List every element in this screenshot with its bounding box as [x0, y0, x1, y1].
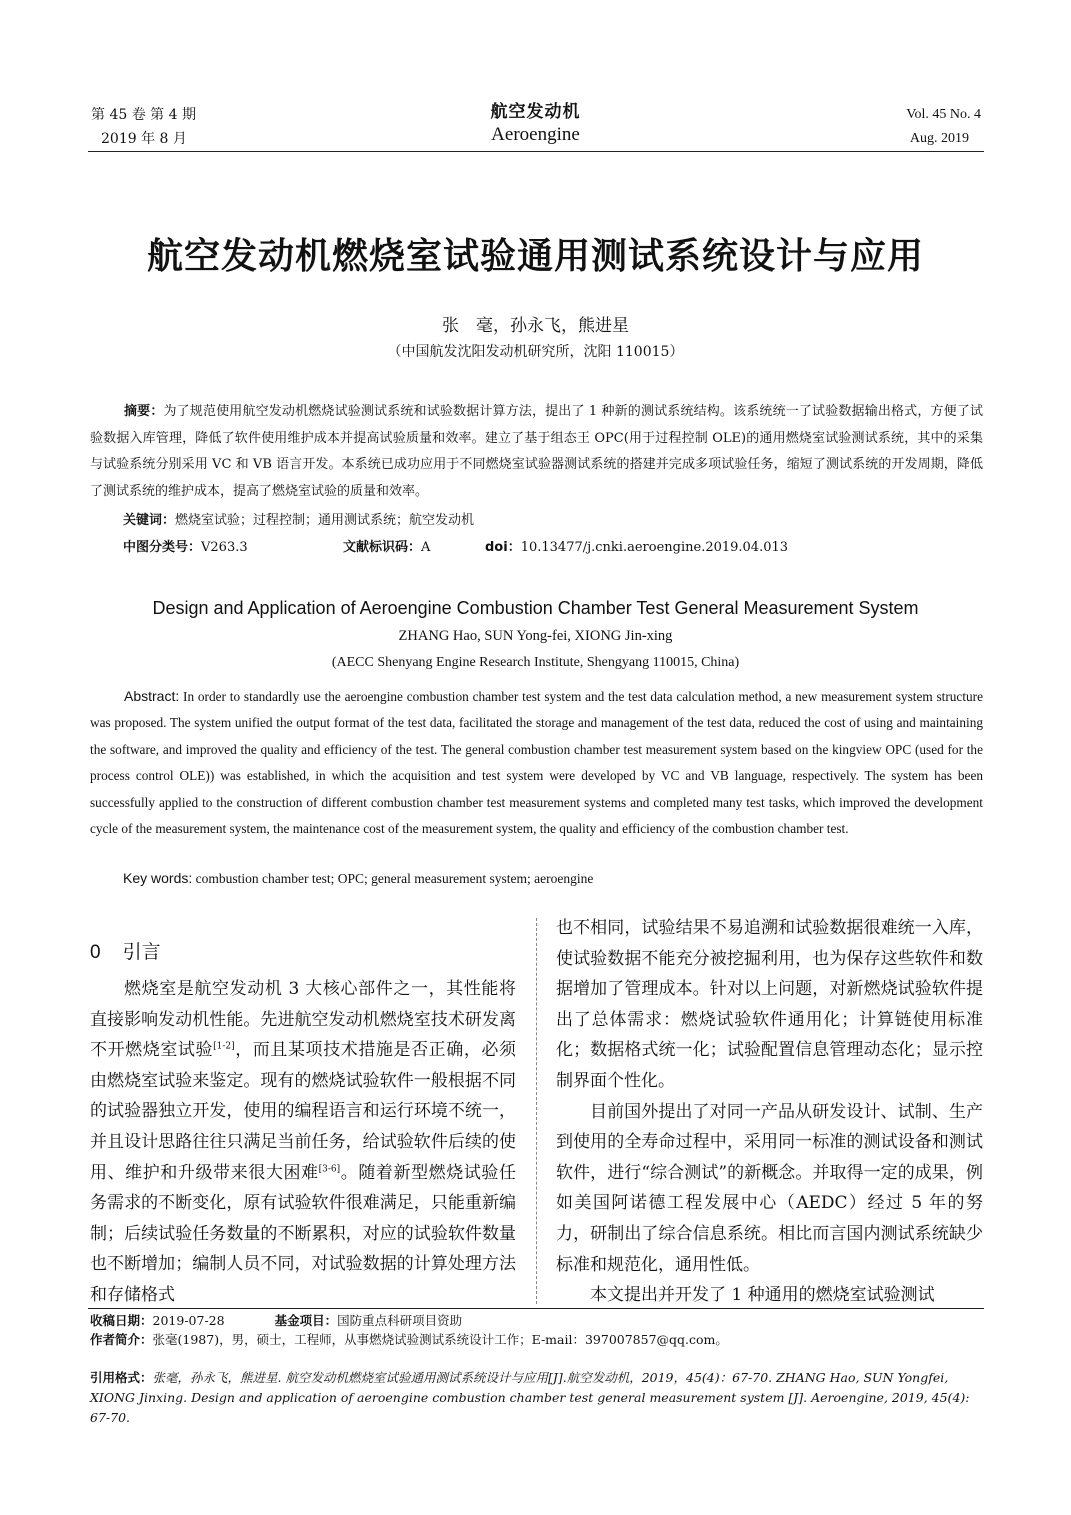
abstract-en	[90, 683, 983, 842]
intro-text-a: 燃烧室是航空发动机 3 大核心部件之一，其性能将直接影响发动机性能。先进航空发动机燃烧室技术研发离不开燃烧室试验	[90, 979, 516, 1061]
keywords-cn	[123, 511, 474, 531]
doi-label: doi：	[485, 540, 521, 555]
header-rule	[88, 151, 984, 152]
journal-name-en: Aeroengine	[491, 124, 580, 145]
footnotes	[90, 1311, 983, 1349]
intro-paragraph-1	[90, 974, 516, 1311]
doi-value: 10.13477/j.cnki.aeroengine.2019.04.013	[520, 540, 789, 555]
classification-line	[123, 538, 983, 558]
paper-affiliation: （中国航发沈阳发动机研究所，沈阳 110015）	[387, 344, 684, 360]
body-column-left	[90, 974, 516, 1311]
bio-label: 作者简介：	[90, 1332, 153, 1347]
keywords-cn-label: 关键词：	[123, 513, 176, 528]
date-en: Aug. 2019	[909, 131, 969, 146]
body-column-right	[556, 913, 983, 1311]
volume-en: Vol. 45 No. 4	[906, 107, 981, 122]
date-cn: 2019 年 8 月	[101, 131, 187, 147]
section-number: 0	[90, 942, 101, 963]
intro-text-b: ，而且某项技术措施是否正确，必须由燃烧室试验来鉴定。现有的燃烧试验软件一般根据不同的试验器独立开发，使用的编程语言和运行环境不统一，并且设计思路往往只满足当前任务，给试验软件后续的使用、维护和升级带来很大困难	[90, 1040, 517, 1183]
english-title: Design and Application of Aeroengine Combustion Chamber Test General Measurement System	[152, 598, 919, 618]
abstract-en-label: Abstract:	[124, 688, 180, 704]
volume-cn: 第 45 卷 第 4 期	[91, 107, 196, 123]
fund-label: 基金项目：	[274, 1313, 338, 1328]
received-date: 2019-07-28	[152, 1313, 225, 1328]
received-and-fund	[90, 1311, 983, 1330]
keywords-en-text: combustion chamber test; OPC; general measurement system; aeroengine	[195, 871, 594, 886]
intro-paragraph-3: 本文提出并开发了 1 种通用的燃烧室试验测试	[590, 1285, 935, 1306]
abstract-cn-text: 为了规范使用航空发动机燃烧试验测试系统和试验数据计算方法，提出了 1 种新的测试系统结构。该系统统一了试验数据输出格式，方便了试验数据入库管理，降低了软件使用维护成本并提高试验质量和效率。建立了基于组态王 OPC(用于过程控制 OLE)的通用燃烧室试验测试系统，其中的采集与试验系统分别采用 VC 和 VB 语言开发。本系统已成功应用于不同燃烧室试验器测试系统的搭建并完成多项试验任务，缩短了测试系统的开发周期，降低了测试系统的维护成本，提高了燃烧室试验的质量和效率。	[90, 404, 983, 499]
citation-format	[90, 1368, 983, 1428]
paper-title: 航空发动机燃烧室试验通用测试系统设计与应用	[146, 235, 924, 277]
received-label: 收稿日期：	[90, 1313, 153, 1328]
footnote-rule	[88, 1308, 984, 1309]
header-volume-en	[906, 103, 981, 151]
citation-3-6: [3-6]	[318, 1163, 341, 1174]
clc-value: V263.3	[201, 540, 248, 555]
author-bio	[90, 1330, 983, 1349]
clc	[123, 540, 248, 555]
keywords-en-label: Key words:	[123, 870, 193, 886]
cite-text: 张毫，孙永飞，熊进星. 航空发动机燃烧室试验通用测试系统设计与应用[J].航空发动机，2019，45(4)：67-70. ZHANG Hao, SUN Yongfei, XIONG Jinxing. Design and application of aeroengine combustion chamber test general measurement system [J]. Aeroengine, 2019, 45(4): 67-70.	[90, 1370, 970, 1425]
abstract-cn	[90, 399, 983, 505]
doi	[485, 538, 788, 558]
keywords-cn-text: 燃烧室试验；过程控制；通用测试系统；航空发动机	[175, 513, 475, 528]
intro-paragraph-1-cont: 也不相同，试验结果不易追溯和试验数据很难统一入库，使试验数据不能充分被挖掘利用，也为保存这些软件和数据增加了管理成本。针对以上问题，对新燃烧试验软件提出了总体需求：燃烧试验软件通用化；计算链使用标准化；数据格式统一化；试验配置信息管理动态化；显示控制界面个性化。	[556, 918, 983, 1091]
section-heading-intro	[90, 937, 161, 964]
fund-text: 国防重点科研项目资助	[337, 1313, 463, 1328]
doc-code-value: A	[421, 540, 431, 555]
intro-paragraph-2: 目前国外提出了对同一产品从研发设计、试制、生产到使用的全寿命过程中，采用同一标准的测试设备和测试软件，进行“综合测试”的新概念。并取得一定的成果，例如美国阿诺德工程发展中心（AEDC）经过 5 年的努力，研制出了综合信息系统。相比而言国内测试系统缺少标准和规范化，通用性低。	[556, 1101, 983, 1275]
section-title: 引言	[122, 941, 161, 963]
column-divider	[536, 918, 537, 1304]
bio-text: 张毫(1987)，男，硕士，工程师，从事燃烧试验测试系统设计工作；E-mail：397007857@qq.com。	[152, 1332, 728, 1347]
citation-1-2: [1-2]	[213, 1041, 235, 1052]
paper-authors: 张 毫，孙永飞，熊进星	[442, 316, 629, 336]
journal-name-cn: 航空发动机	[490, 102, 581, 122]
doc-code	[343, 538, 430, 558]
english-authors: ZHANG Hao, SUN Yong-fei, XIONG Jin-xing	[398, 628, 673, 644]
intro-text-c: 。随着新型燃烧试验任务需求的不断变化，原有试验软件很难满足，只能重新编制；后续试验任务数量的不断累积，对应的试验软件数量也不断增加；编制人员不同，对试验数据的计算处理方法和存储格式	[90, 1162, 517, 1305]
abstract-cn-label: 摘要：	[124, 404, 164, 419]
abstract-en-text: In order to standardly use the aeroengine combustion chamber test system and the test data calculation method, a new measurement system structure was proposed. The system unified the output format of the test data, facilitated the storage and management of the test data, reduced the cost of using and maintaining the software, and improved the quality and efficiency of the test. The general combustion chamber test measurement system based on the kingview OPC (used for the process control OLE)) was established, in which the acquisition and test system were developed by VC and VB language, respectively. The system has been successfully applied to the construction of different combustion chamber test measurement systems and completed many test tasks, which improved the development cycle of the measurement system, the maintenance cost of the measurement system, the quality and efficiency of the combustion chamber test.	[90, 689, 983, 837]
english-affiliation: (AECC Shenyang Engine Research Institute, Shengyang 110015, China)	[331, 655, 740, 670]
doc-code-label: 文献标识码：	[343, 540, 422, 555]
clc-label: 中图分类号：	[123, 540, 202, 555]
cite-label: 引用格式：	[90, 1370, 153, 1385]
keywords-en	[123, 870, 593, 887]
